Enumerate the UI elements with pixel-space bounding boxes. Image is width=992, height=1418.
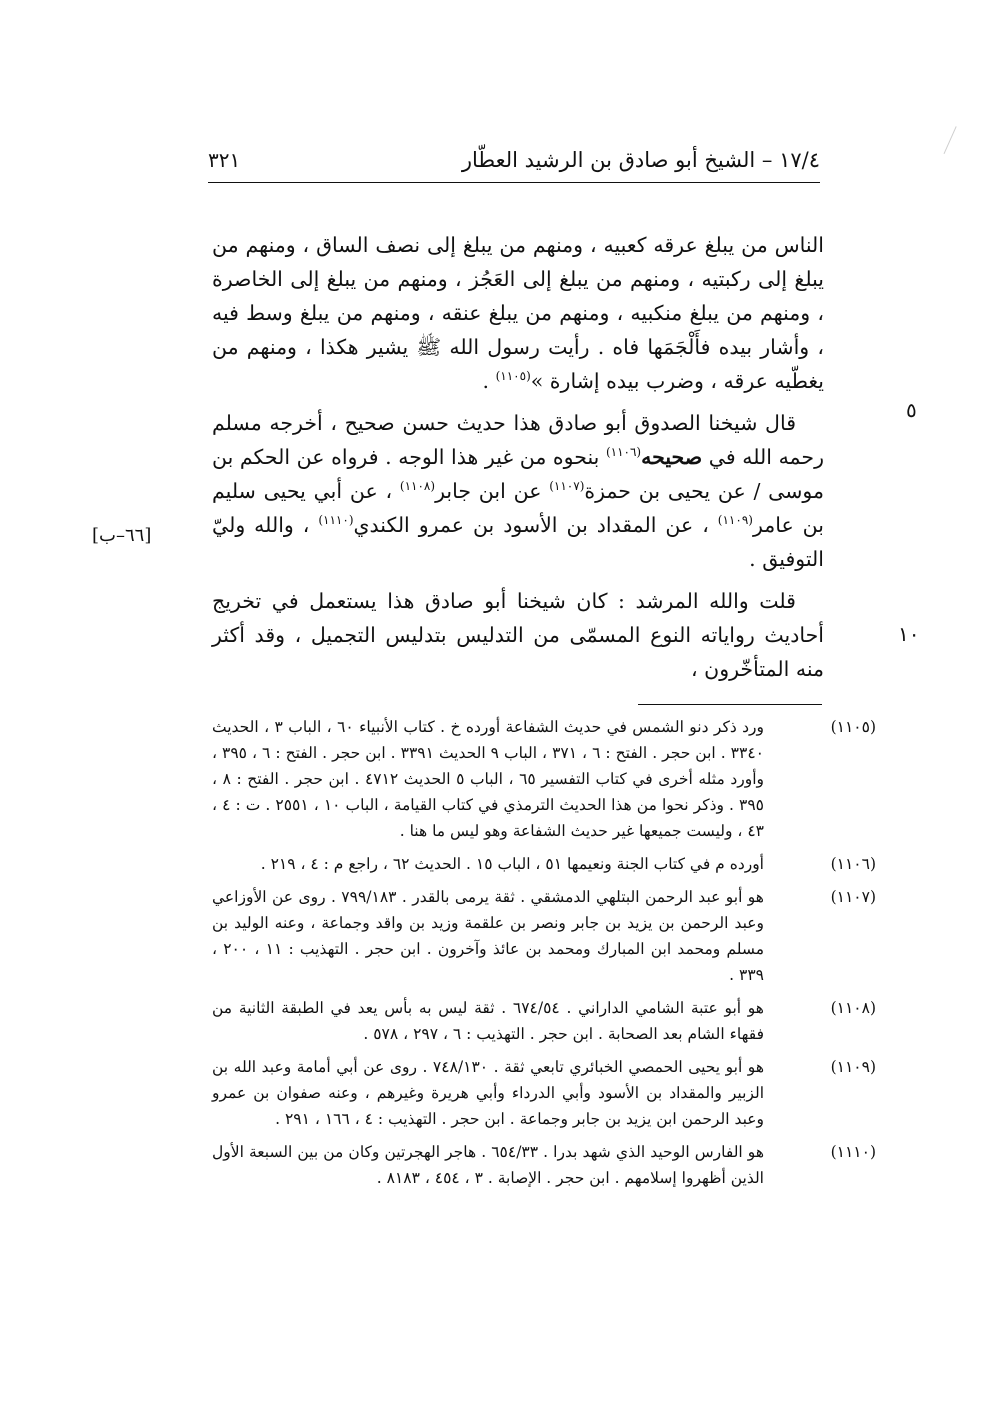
paragraph-commentary: قلت والله المرشد : كان شيخنا أبو صادق هذا يستعمل في تخريج أحاديث رواياته النوع المسمّى من التدليس بتدليس التجميل ، وقد أكثر منه المتأخّرون ،: [212, 589, 824, 681]
book-title: صحيحه: [641, 445, 703, 469]
footnote-ref: (١١٠٩): [717, 513, 753, 528]
scan-mark: [944, 126, 970, 160]
footnote-1109: [212, 1054, 876, 1132]
footnotes: [212, 714, 876, 1198]
footnote-ref: (١١٠٧): [549, 479, 585, 494]
footnote-number: (١١٠٩): [830, 1058, 876, 1076]
footnote-ref: (١١٠٨): [399, 479, 436, 494]
paragraph-hadith: الناس من يبلغ عرقه كعبيه ، ومنهم من يبلغ إلى نصف الساق ، ومنهم من يبلغ إلى ركبتيه ، ومنهم من يبلغ إلى العَجُز ، ومنهم من يبلغ إلى الخاصرة ، ومنهم من يبلغ منكبيه ، ومنهم من يبلغ عنقه ، ومنهم من يبلغ وسط فيه ، وأشار بيده فأَلْجَمَها فاه . رأيت رسول الله ﷺ يشير هكذا ، ومنهم من يغطّيه عرقه ، وضرب بيده إشارة »$^{(١١٠٥)}$ .: [212, 233, 824, 393]
footnote-text: أورده م في كتاب الجنة ونعيمها ٥١ ، الباب ١٥ . الحديث ٦٢ ، راجع م : ٤ ، ٢١٩ .: [260, 855, 764, 873]
footnote-1105: [212, 714, 876, 844]
running-header: [208, 148, 820, 183]
footnote-text: هو الفارس الوحيد الذي شهد بدرا . ٦٥٤/٣٣ . هاجر الهجرتين وكان من بين السبعة الأول الذين أظهروا إسلامهم . ابن حجر . الإصابة . ٣ ، ٤٥٤ ، ٨١٨٣ .: [212, 1143, 764, 1187]
footnote-1110: [212, 1139, 876, 1191]
footnote-number: (١١٠٧): [830, 888, 876, 906]
footnote-number: (١١٠٦): [830, 855, 876, 873]
paragraph-takhrij: قال شيخنا الصدوق أبو صادق هذا حديث حسن صحيح ، أخرجه مسلم رحمه الله في صحيحه$^{(١١٠٦)}$ بنحوه من غير هذا الوجه . فرواه عن الحكم بن موسى / عن يحيى بن حمزة$^{(١١٠٧)}$ عن ابن جابر$^{(١١٠٨)}$ ، عن أبي يحيى سليم بن عامر$^{(١١٠٩)}$ ، عن المقداد بن الأسود بن عمرو الكندي$^{(١١١٠)}$ ، والله وليّ التوفيق .: [212, 411, 825, 571]
footnote-number: (١١٠٥): [830, 718, 876, 736]
footnote-text: هو أبو عبد الرحمن البتلهي الدمشقي . ثقة يرمى بالقدر . ٧٩٩/١٨٣ . روى عن الأوزاعي وعبد الرحمن بن يزيد بن جابر ونصر بن علقمة وزيد بن واقد وجماعة ، وعنه الوليد بن مسلم ومحمد ابن المبارك ومحمد بن عائذ وآخرون . ابن حجر . التهذيب : ١١ ، ٢٠٠ ، ٣٣٩ .: [212, 888, 765, 984]
line-number-5: ٥: [906, 398, 917, 422]
footnote-text: ورد ذكر دنو الشمس في حديث الشفاعة أورده خ . كتاب الأنبياء ٦٠ ، الباب ٣ ، الحديث ٣٣٤٠ . ابن حجر . الفتح : ٦ ، ٣٧١ ، الباب ٩ الحديث ٣٣٩١ . ابن حجر . الفتح : ٦ ، ٣٩٥ ، وأورد مثله أخرى في كتاب التفسير ٦٥ ، الباب ٥ الحديث ٤٧١٢ . ابن حجر . الفتح : ٨ ، ٣٩٥ . وذكر نحوا من هذا الحديث الترمذي في كتاب القيامة ، الباب ١٠ ، ٢٥٥١ . ت : ٤ ، ٤٣ ، وليست جميعها غير حديث الشفاعة وهو ليس ما هنا .: [212, 718, 765, 840]
line-number-10: ١٠: [898, 622, 920, 646]
footnote-text: هو أبو عتبة الشامي الداراني . ٦٧٤/٥٤ . ثقة ليس به بأس يعد في الطبقة الثانية من فقهاء الشام بعد الصحابة . ابن حجر . التهذيب : ٦ ، ٢٩٧ ، ٥٧٨ .: [212, 999, 764, 1043]
page-number: ٣٢١: [208, 148, 241, 172]
footnote-ref: (١١١٠): [318, 513, 354, 528]
footnote-ref: (١١٠٥): [495, 369, 531, 384]
footnote-separator: [638, 704, 822, 705]
main-text: [212, 228, 824, 694]
footnote-number: (١١١٠): [830, 1143, 876, 1161]
footnote-1106: [212, 851, 876, 877]
footnote-ref: (١١٠٦): [605, 445, 642, 460]
footnote-number: (١١٠٨): [830, 999, 876, 1017]
chapter-title: ١٧/٤ – الشيخ أبو صادق بن الرشيد العطّار: [461, 148, 820, 172]
footnote-1107: [212, 884, 876, 988]
footnote-text: هو أبو يحيى الحمصي الخبائري تابعي ثقة . ٧٤٨/١٣٠ . روى عن أبي أمامة وعبد الله بن الزبير والمقداد بن الأسود وأبي الدرداء وأبي هريرة وغيرهم ، وعنه صفوان بن عمرو وعبد الرحمن ابن يزيد بن جابر وجماعة . ابن حجر . التهذيب : ٤ ، ١٦٦ ، ٢٩١ .: [212, 1058, 764, 1128]
folio-reference: [٦٦–ب]: [92, 525, 152, 546]
footnote-1108: [212, 995, 876, 1047]
